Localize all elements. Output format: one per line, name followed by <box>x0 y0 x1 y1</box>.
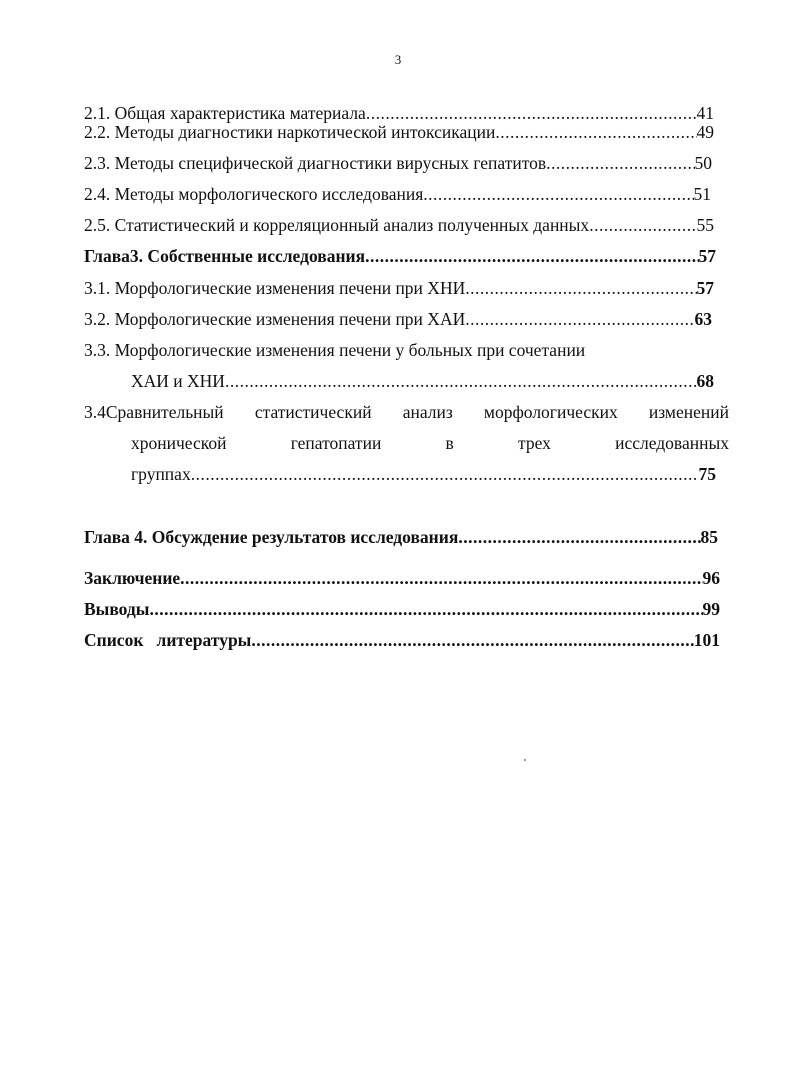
toc-entry-page: 41 <box>696 103 714 123</box>
toc-word: гепатопатии <box>290 433 382 453</box>
toc-leader-dots <box>458 526 700 548</box>
toc-entry-page: 75 <box>698 464 716 484</box>
toc-entry-3-4-line3 <box>131 463 716 485</box>
toc-word: анализ <box>402 402 453 422</box>
toc-entry-page: 51 <box>693 184 711 204</box>
toc-entry-title: 3.3. Морфологические изменения печени у больных при сочетании <box>84 340 586 360</box>
toc-word: изменений <box>648 402 729 422</box>
toc-word: морфологических <box>483 402 618 422</box>
toc-entry-2-3 <box>84 152 712 174</box>
toc-word: в <box>445 433 454 453</box>
toc-entry-page: 63 <box>694 309 712 329</box>
toc-leader-dots <box>191 463 699 485</box>
toc-entry-title: Список литературы <box>84 630 252 650</box>
toc-entry-page: 68 <box>696 371 714 391</box>
toc-entry-title: Глава3. Собственные исследования <box>84 246 366 266</box>
toc-entry-title: 3.2. Морфологические изменения печени при ХАИ <box>84 309 466 329</box>
toc-entry-title: 2.2. Методы диагностики наркотической интоксикации <box>84 122 496 142</box>
toc-entry-page: 96 <box>702 568 720 588</box>
toc-leader-dots <box>149 598 702 620</box>
toc-entry-title: Глава 4. Обсуждение результатов исследования <box>84 527 459 547</box>
toc-entry-3-3-line1 <box>84 339 724 361</box>
toc-leader-dots <box>589 214 696 236</box>
toc-entry-title: 2.3. Методы специфической диагностики вирусных гепатитов <box>84 153 547 173</box>
toc-word: трех <box>517 433 551 453</box>
toc-entry-2-4 <box>84 183 711 205</box>
toc-leader-dots <box>423 183 693 205</box>
toc-word: 3.4Сравнительный <box>84 402 224 422</box>
toc-leader-dots <box>180 567 702 589</box>
toc-leader-dots <box>465 277 696 299</box>
toc-leader-dots <box>495 121 696 143</box>
scan-speck <box>524 759 526 761</box>
toc-conclusion <box>84 567 720 589</box>
toc-leader-dots <box>365 245 698 267</box>
toc-entry-page: 101 <box>693 630 720 650</box>
toc-findings <box>84 598 720 620</box>
toc-entry-page: 55 <box>696 215 714 235</box>
toc-entry-page: 57 <box>696 278 714 298</box>
toc-entry-2-5 <box>84 214 714 236</box>
toc-word: исследованных <box>615 433 729 453</box>
toc-entry-title-cont: группах <box>131 464 191 484</box>
toc-entry-title: 2.4. Методы морфологического исследования <box>84 184 424 204</box>
toc-entry-title: Выводы <box>84 599 150 619</box>
toc-entry-2-2 <box>84 121 714 143</box>
toc-entry-title: Заключение <box>84 568 181 588</box>
toc-entry-title: 2.5. Статистический и корреляционный анализ полученных данных <box>84 215 590 235</box>
toc-references <box>84 629 720 651</box>
toc-entry-3-4-line1 <box>84 401 729 423</box>
page-number: 3 <box>394 52 402 67</box>
toc-entry-3-4-line2 <box>131 432 729 454</box>
toc-entry-title-cont: ХАИ и ХНИ <box>131 371 225 391</box>
toc-entry-3-2 <box>84 308 712 330</box>
toc-entry-3-3-line2 <box>131 370 714 392</box>
toc-entry-page: 99 <box>702 599 720 619</box>
toc-entry-page: 49 <box>696 122 714 142</box>
toc-entry-3-1 <box>84 277 714 299</box>
toc-entry-title: 3.1. Морфологические изменения печени при ХНИ <box>84 278 466 298</box>
toc-word: хронической <box>131 433 227 453</box>
toc-leader-dots <box>225 370 697 392</box>
toc-entry-page: 85 <box>700 527 718 547</box>
toc-chapter-3 <box>84 245 716 267</box>
toc-word: статистический <box>254 402 372 422</box>
toc-leader-dots <box>546 152 694 174</box>
toc-leader-dots <box>251 629 693 651</box>
toc-entry-title: 2.1. Общая характеристика материала <box>84 103 366 123</box>
toc-chapter-4 <box>84 526 718 548</box>
toc-leader-dots <box>465 308 694 330</box>
toc-entry-page: 50 <box>694 153 712 173</box>
toc-entry-page: 57 <box>698 246 716 266</box>
